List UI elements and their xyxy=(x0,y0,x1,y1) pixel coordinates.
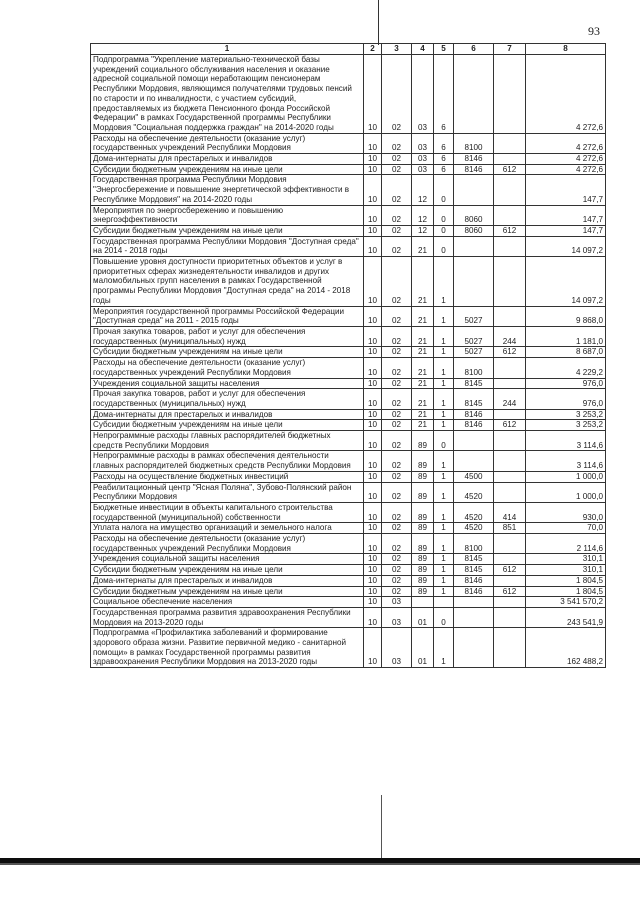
header-cell: 2 xyxy=(364,44,382,55)
row-amount: 14 097,2 xyxy=(526,257,606,307)
row-section: 10 xyxy=(364,575,382,586)
row-subprogram xyxy=(434,597,454,608)
row-subsection: 02 xyxy=(382,420,412,431)
row-expense-type xyxy=(494,133,526,153)
row-expense-type: 612 xyxy=(494,225,526,236)
header-cell: 3 xyxy=(382,44,412,55)
header-cell: 8 xyxy=(526,44,606,55)
row-subsection: 02 xyxy=(382,482,412,502)
row-section: 10 xyxy=(364,628,382,668)
row-subsection: 03 xyxy=(382,607,412,627)
row-expense-type xyxy=(494,236,526,256)
row-amount: 310,1 xyxy=(526,565,606,576)
row-amount: 4 272,6 xyxy=(526,164,606,175)
row-program: 89 xyxy=(412,451,434,471)
row-subprogram: 1 xyxy=(434,451,454,471)
row-expense-type: 612 xyxy=(494,164,526,175)
row-direction: 8100 xyxy=(454,534,494,554)
row-subsection: 02 xyxy=(382,175,412,205)
table-row xyxy=(91,133,606,153)
row-subsection: 02 xyxy=(382,586,412,597)
row-section: 10 xyxy=(364,347,382,358)
row-amount: 976,0 xyxy=(526,378,606,389)
row-expense-type xyxy=(494,482,526,502)
row-subprogram: 0 xyxy=(434,205,454,225)
row-direction: 8146 xyxy=(454,164,494,175)
row-name: Государственная программа развития здравоохранения Республики Мордовия на 2013-2020 годы xyxy=(91,607,364,627)
row-name: Субсидии бюджетным учреждениям на иные цели xyxy=(91,565,364,576)
header-cell: 4 xyxy=(412,44,434,55)
row-amount: 9 868,0 xyxy=(526,306,606,326)
row-name: Мероприятия по энергосбережению и повышению энергоэффективности xyxy=(91,205,364,225)
row-subprogram: 0 xyxy=(434,431,454,451)
row-direction: 5027 xyxy=(454,347,494,358)
row-expense-type xyxy=(494,607,526,627)
row-program: 21 xyxy=(412,257,434,307)
row-expense-type xyxy=(494,175,526,205)
row-subsection: 02 xyxy=(382,347,412,358)
row-expense-type xyxy=(494,575,526,586)
table-row xyxy=(91,451,606,471)
row-direction: 8100 xyxy=(454,358,494,378)
table-row xyxy=(91,554,606,565)
row-program: 03 xyxy=(412,164,434,175)
row-expense-type: 612 xyxy=(494,586,526,597)
row-direction xyxy=(454,175,494,205)
row-amount: 1 181,0 xyxy=(526,326,606,346)
row-name: Субсидии бюджетным учреждениям на иные цели xyxy=(91,420,364,431)
row-direction xyxy=(454,236,494,256)
row-amount: 3 114,6 xyxy=(526,431,606,451)
row-subprogram: 1 xyxy=(434,586,454,597)
table-row xyxy=(91,502,606,522)
row-expense-type xyxy=(494,257,526,307)
row-direction: 5027 xyxy=(454,306,494,326)
row-section: 10 xyxy=(364,502,382,522)
row-subsection: 02 xyxy=(382,306,412,326)
row-section: 10 xyxy=(364,378,382,389)
row-subsection: 02 xyxy=(382,257,412,307)
row-expense-type xyxy=(494,471,526,482)
row-direction xyxy=(454,431,494,451)
row-expense-type xyxy=(494,55,526,134)
row-section: 10 xyxy=(364,389,382,409)
table-row xyxy=(91,523,606,534)
table-row xyxy=(91,628,606,668)
row-name: Уплата налога на имущество организаций и земельного налога xyxy=(91,523,364,534)
row-amount: 4 272,6 xyxy=(526,133,606,153)
row-program: 21 xyxy=(412,389,434,409)
row-expense-type: 244 xyxy=(494,389,526,409)
row-subprogram: 6 xyxy=(434,164,454,175)
table-row xyxy=(91,471,606,482)
row-section: 10 xyxy=(364,586,382,597)
row-amount: 4 229,2 xyxy=(526,358,606,378)
row-section: 10 xyxy=(364,471,382,482)
header-cell: 5 xyxy=(434,44,454,55)
row-program: 89 xyxy=(412,554,434,565)
scan-artifact-line xyxy=(381,795,382,865)
row-expense-type: 612 xyxy=(494,420,526,431)
row-program: 21 xyxy=(412,409,434,420)
row-amount: 930,0 xyxy=(526,502,606,522)
table-row xyxy=(91,431,606,451)
table-row xyxy=(91,236,606,256)
row-program: 12 xyxy=(412,205,434,225)
row-expense-type xyxy=(494,378,526,389)
row-name: Расходы на осуществление бюджетных инвестиций xyxy=(91,471,364,482)
budget-table xyxy=(90,43,606,668)
table-header xyxy=(91,44,606,55)
row-program: 21 xyxy=(412,420,434,431)
row-program: 89 xyxy=(412,431,434,451)
table-body xyxy=(91,55,606,668)
row-name: Социальное обеспечение населения xyxy=(91,597,364,608)
row-subsection: 02 xyxy=(382,389,412,409)
row-subprogram: 6 xyxy=(434,133,454,153)
row-subprogram: 1 xyxy=(434,306,454,326)
row-direction: 8145 xyxy=(454,554,494,565)
row-direction: 8146 xyxy=(454,575,494,586)
row-direction: 8145 xyxy=(454,378,494,389)
table-row xyxy=(91,575,606,586)
table-row xyxy=(91,565,606,576)
row-expense-type xyxy=(494,205,526,225)
row-name: Непрограммные расходы главных распорядителей бюджетных средств Республики Мордовия xyxy=(91,431,364,451)
row-program: 89 xyxy=(412,523,434,534)
row-amount: 147,7 xyxy=(526,175,606,205)
row-subprogram: 1 xyxy=(434,482,454,502)
table-row xyxy=(91,534,606,554)
row-name: Бюджетные инвестиции в объекты капитального строительства государственной (муниципальной) собственности xyxy=(91,502,364,522)
row-subsection: 02 xyxy=(382,326,412,346)
row-subsection: 02 xyxy=(382,565,412,576)
table-row xyxy=(91,389,606,409)
row-subprogram: 1 xyxy=(434,523,454,534)
row-name: Подпрограмма «Профилактика заболеваний и формирование здорового образа жизни. Развитие первичной медико - санитарной помощи» в рамках Государственной программы развития здравоохранения Республики Мордовия на 2013-2020 годы xyxy=(91,628,364,668)
scan-bottom-edge-shadow xyxy=(0,863,640,865)
row-name: Государственная программа Республики Мордовия "Энергосбережение и повышение энергетической эффективности в Республике Мордовия" на 2014-2020 годы xyxy=(91,175,364,205)
row-subsection: 02 xyxy=(382,205,412,225)
row-section: 10 xyxy=(364,597,382,608)
row-program: 89 xyxy=(412,471,434,482)
row-program: 21 xyxy=(412,358,434,378)
row-direction: 8060 xyxy=(454,225,494,236)
table-row xyxy=(91,378,606,389)
row-direction: 8060 xyxy=(454,205,494,225)
row-name: Учреждения социальной защиты населения xyxy=(91,554,364,565)
row-direction: 4520 xyxy=(454,482,494,502)
row-subsection: 02 xyxy=(382,471,412,482)
row-subsection: 02 xyxy=(382,133,412,153)
row-amount: 1 000,0 xyxy=(526,482,606,502)
row-subsection: 02 xyxy=(382,502,412,522)
row-amount: 2 114,6 xyxy=(526,534,606,554)
row-program xyxy=(412,597,434,608)
row-program: 89 xyxy=(412,575,434,586)
row-program: 01 xyxy=(412,628,434,668)
row-section: 10 xyxy=(364,257,382,307)
table-row xyxy=(91,164,606,175)
row-program: 12 xyxy=(412,225,434,236)
header-cell: 6 xyxy=(454,44,494,55)
row-subsection: 02 xyxy=(382,523,412,534)
table-row xyxy=(91,347,606,358)
row-direction xyxy=(454,607,494,627)
row-amount: 70,0 xyxy=(526,523,606,534)
row-subsection: 02 xyxy=(382,164,412,175)
row-program: 03 xyxy=(412,133,434,153)
row-amount: 14 097,2 xyxy=(526,236,606,256)
row-name: Прочая закупка товаров, работ и услуг для обеспечения государственных (муниципальных) нужд xyxy=(91,326,364,346)
row-expense-type xyxy=(494,597,526,608)
row-expense-type: 244 xyxy=(494,326,526,346)
row-direction: 8146 xyxy=(454,409,494,420)
row-direction: 8145 xyxy=(454,565,494,576)
row-expense-type: 612 xyxy=(494,347,526,358)
table-row xyxy=(91,482,606,502)
row-subsection: 02 xyxy=(382,409,412,420)
row-section: 10 xyxy=(364,175,382,205)
row-direction: 4500 xyxy=(454,471,494,482)
row-subprogram: 1 xyxy=(434,378,454,389)
row-amount: 147,7 xyxy=(526,225,606,236)
row-direction xyxy=(454,597,494,608)
row-section: 10 xyxy=(364,431,382,451)
row-section: 10 xyxy=(364,523,382,534)
row-section: 10 xyxy=(364,154,382,165)
row-name: Учреждения социальной защиты населения xyxy=(91,378,364,389)
row-program: 12 xyxy=(412,175,434,205)
row-program: 03 xyxy=(412,55,434,134)
row-subprogram: 1 xyxy=(434,347,454,358)
row-direction: 8145 xyxy=(454,389,494,409)
row-section: 10 xyxy=(364,534,382,554)
row-subprogram: 0 xyxy=(434,175,454,205)
row-program: 21 xyxy=(412,347,434,358)
row-program: 21 xyxy=(412,326,434,346)
row-program: 89 xyxy=(412,502,434,522)
row-subsection: 02 xyxy=(382,378,412,389)
row-name: Субсидии бюджетным учреждениям на иные цели xyxy=(91,586,364,597)
table-row xyxy=(91,326,606,346)
row-section: 10 xyxy=(364,164,382,175)
row-program: 21 xyxy=(412,236,434,256)
row-name: Дома-интернаты для престарелых и инвалидов xyxy=(91,575,364,586)
row-name: Прочая закупка товаров, работ и услуг для обеспечения государственных (муниципальных) нужд xyxy=(91,389,364,409)
row-expense-type xyxy=(494,554,526,565)
row-expense-type xyxy=(494,534,526,554)
row-subprogram: 1 xyxy=(434,409,454,420)
row-direction: 8146 xyxy=(454,420,494,431)
table-row xyxy=(91,154,606,165)
row-subprogram: 6 xyxy=(434,154,454,165)
table-row xyxy=(91,306,606,326)
row-expense-type xyxy=(494,431,526,451)
row-amount: 147,7 xyxy=(526,205,606,225)
table-row xyxy=(91,607,606,627)
row-section: 10 xyxy=(364,482,382,502)
row-amount: 1 000,0 xyxy=(526,471,606,482)
row-amount: 1 804,5 xyxy=(526,575,606,586)
row-direction: 5027 xyxy=(454,326,494,346)
row-subsection: 02 xyxy=(382,575,412,586)
row-program: 21 xyxy=(412,378,434,389)
row-direction xyxy=(454,55,494,134)
row-subprogram: 1 xyxy=(434,326,454,346)
row-name: Субсидии бюджетным учреждениям на иные цели xyxy=(91,347,364,358)
row-subsection: 02 xyxy=(382,431,412,451)
row-direction xyxy=(454,628,494,668)
row-program: 21 xyxy=(412,306,434,326)
row-program: 89 xyxy=(412,565,434,576)
row-section: 10 xyxy=(364,225,382,236)
table-row xyxy=(91,358,606,378)
row-subprogram: 1 xyxy=(434,389,454,409)
row-section: 10 xyxy=(364,133,382,153)
row-name: Государственная программа Республики Мордовия "Доступная среда" на 2014 - 2018 годы xyxy=(91,236,364,256)
table-row xyxy=(91,597,606,608)
row-name: Расходы на обеспечение деятельности (оказание услуг) государственных учреждений Республики Мордовия xyxy=(91,534,364,554)
row-section: 10 xyxy=(364,306,382,326)
row-section: 10 xyxy=(364,409,382,420)
header-cell: 7 xyxy=(494,44,526,55)
row-subprogram: 1 xyxy=(434,575,454,586)
row-section: 10 xyxy=(364,326,382,346)
row-subsection: 02 xyxy=(382,534,412,554)
row-amount: 243 541,9 xyxy=(526,607,606,627)
row-name: Повышение уровня доступности приоритетных объектов и услуг в приоритетных сферах жизнедеятельности инвалидов и других маломобильных групп населения в рамках Государственной программы Республики Мордовия "Доступная среда" на 2014 - 2018 годы xyxy=(91,257,364,307)
table-row xyxy=(91,420,606,431)
row-expense-type xyxy=(494,358,526,378)
row-amount: 976,0 xyxy=(526,389,606,409)
row-subprogram: 1 xyxy=(434,257,454,307)
row-amount: 8 687,0 xyxy=(526,347,606,358)
row-amount: 1 804,5 xyxy=(526,586,606,597)
row-name: Дома-интернаты для престарелых и инвалидов xyxy=(91,409,364,420)
row-amount: 4 272,6 xyxy=(526,154,606,165)
table-row xyxy=(91,586,606,597)
row-subprogram: 0 xyxy=(434,607,454,627)
header-row xyxy=(91,44,606,55)
row-subsection: 02 xyxy=(382,554,412,565)
row-program: 03 xyxy=(412,154,434,165)
row-expense-type xyxy=(494,628,526,668)
row-subprogram: 1 xyxy=(434,565,454,576)
row-subprogram: 1 xyxy=(434,554,454,565)
table-row xyxy=(91,257,606,307)
row-section: 10 xyxy=(364,236,382,256)
row-expense-type xyxy=(494,306,526,326)
table-row xyxy=(91,409,606,420)
row-program: 89 xyxy=(412,534,434,554)
row-section: 10 xyxy=(364,420,382,431)
row-subprogram: 1 xyxy=(434,628,454,668)
row-subsection: 03 xyxy=(382,628,412,668)
row-name: Субсидии бюджетным учреждениям на иные цели xyxy=(91,225,364,236)
row-subprogram: 0 xyxy=(434,225,454,236)
row-direction: 8146 xyxy=(454,154,494,165)
row-subsection: 02 xyxy=(382,236,412,256)
row-direction: 8100 xyxy=(454,133,494,153)
row-direction: 4520 xyxy=(454,502,494,522)
row-direction: 8146 xyxy=(454,586,494,597)
row-amount: 3 253,2 xyxy=(526,420,606,431)
row-section: 10 xyxy=(364,554,382,565)
row-section: 10 xyxy=(364,565,382,576)
row-subsection: 03 xyxy=(382,597,412,608)
row-name: Расходы на обеспечение деятельности (оказание услуг) государственных учреждений Республики Мордовия xyxy=(91,133,364,153)
row-program: 01 xyxy=(412,607,434,627)
row-expense-type xyxy=(494,409,526,420)
row-amount: 3 114,6 xyxy=(526,451,606,471)
row-program: 89 xyxy=(412,482,434,502)
row-direction xyxy=(454,257,494,307)
row-name: Непрограммные расходы в рамках обеспечения деятельности главных распорядителей бюджетных средств Республики Мордовия xyxy=(91,451,364,471)
page-number: 93 xyxy=(588,24,600,38)
row-section: 10 xyxy=(364,55,382,134)
row-name: Расходы на обеспечение деятельности (оказание услуг) государственных учреждений Республики Мордовия xyxy=(91,358,364,378)
row-direction xyxy=(454,451,494,471)
row-expense-type: 612 xyxy=(494,565,526,576)
row-expense-type: 414 xyxy=(494,502,526,522)
table-row xyxy=(91,225,606,236)
row-amount: 310,1 xyxy=(526,554,606,565)
row-expense-type xyxy=(494,154,526,165)
row-subprogram: 0 xyxy=(434,236,454,256)
scan-artifact-line xyxy=(378,0,379,45)
row-subsection: 02 xyxy=(382,55,412,134)
row-name: Подпрограмма "Укрепление материально-технической базы учреждений социального обслуживания населения и оказание адресной социальной помощи неработающим пенсионерам Республики Мордовия, являющимся получателями трудовых пенсий по старости и по инвалидности, с участием субсидий, предоставляемых из бюджета Пенсионного фонда Российской Федерации" в рамках Государственной программы Республики Мордовия "Социальная поддержка граждан" на 2014-2020 годы xyxy=(91,55,364,134)
row-name: Мероприятия государственной программы Российской Федерации "Доступная среда" на 2011 - 2015 годы xyxy=(91,306,364,326)
row-expense-type: 851 xyxy=(494,523,526,534)
row-subprogram: 6 xyxy=(434,55,454,134)
row-subprogram: 1 xyxy=(434,534,454,554)
row-name: Субсидии бюджетным учреждениям на иные цели xyxy=(91,164,364,175)
table-row xyxy=(91,205,606,225)
row-amount: 162 488,2 xyxy=(526,628,606,668)
row-section: 10 xyxy=(364,205,382,225)
header-cell: 1 xyxy=(91,44,364,55)
row-direction: 4520 xyxy=(454,523,494,534)
row-subsection: 02 xyxy=(382,451,412,471)
row-subprogram: 1 xyxy=(434,420,454,431)
row-subsection: 02 xyxy=(382,358,412,378)
row-program: 89 xyxy=(412,586,434,597)
row-name: Реабилитационный центр "Ясная Поляна", Зубово-Полянский район Республики Мордовия xyxy=(91,482,364,502)
table-row xyxy=(91,175,606,205)
table-row xyxy=(91,55,606,134)
row-subprogram: 1 xyxy=(434,471,454,482)
row-amount: 3 253,2 xyxy=(526,409,606,420)
row-section: 10 xyxy=(364,358,382,378)
row-section: 10 xyxy=(364,607,382,627)
row-amount: 4 272,6 xyxy=(526,55,606,134)
row-subsection: 02 xyxy=(382,154,412,165)
row-expense-type xyxy=(494,451,526,471)
row-name: Дома-интернаты для престарелых и инвалидов xyxy=(91,154,364,165)
row-subprogram: 1 xyxy=(434,358,454,378)
row-subsection: 02 xyxy=(382,225,412,236)
row-amount: 3 541 570,2 xyxy=(526,597,606,608)
row-subprogram: 1 xyxy=(434,502,454,522)
row-section: 10 xyxy=(364,451,382,471)
